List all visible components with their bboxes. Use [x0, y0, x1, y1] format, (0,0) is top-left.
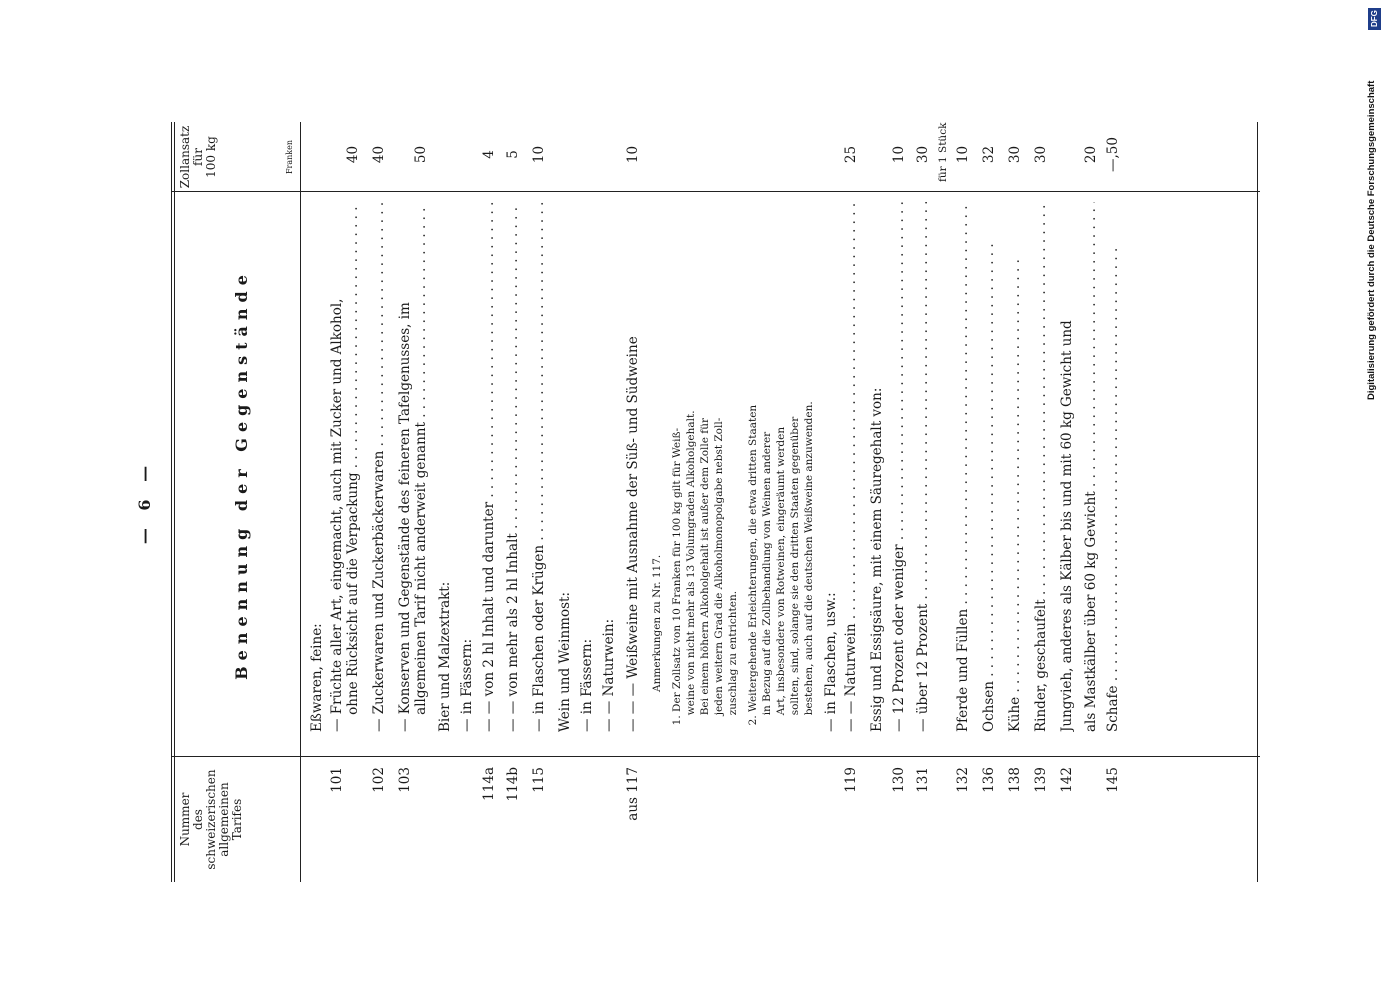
page-number: — 6 — — [135, 459, 154, 545]
duty-rate: für 1 Stück — [937, 122, 949, 182]
duty-rate: 40 — [345, 145, 361, 164]
item-description: Schafe . . . — [1105, 202, 1121, 732]
item-description: in Bezug auf die Zollbehandlung von Weinen anderer — [761, 431, 773, 732]
item-description: — Früchte aller Art, eingemacht, auch mit Zucker und Alkohol, — [329, 298, 345, 732]
header-duty-line: Zollansatz — [178, 125, 192, 189]
item-description: — — von 2 hl Inhalt und darunter . . . — [481, 202, 497, 732]
tariff-number: 136 — [981, 767, 997, 793]
duty-rate: 20 — [1083, 145, 1099, 164]
item-description: — Zuckerwaren und Zuckerbäckerwaren . . . — [371, 202, 387, 732]
item-description: Kühe . . . — [1007, 202, 1023, 732]
column-divider-2 — [171, 191, 1260, 192]
header-bottom-rule — [300, 122, 301, 882]
header-duty-line: 100 kg — [204, 136, 218, 178]
item-description: Wein und Weinmost: — [557, 592, 573, 732]
tariff-number: 131 — [915, 767, 931, 793]
item-description: Art, insbesondere von Rotweinen, eingeräumt werden — [775, 426, 787, 732]
tariff-number: 115 — [531, 767, 547, 793]
item-description: — über 12 Prozent . . . — [915, 202, 931, 732]
duty-rate: 10 — [955, 145, 971, 164]
tariff-number: 103 — [397, 767, 413, 793]
item-description: allgemeinen Tarif nicht anderweit genannt . . . — [413, 202, 429, 732]
item-description: weine von nicht mehr als 13 Volumgraden Alkoholgehalt. — [685, 410, 697, 732]
table-top-rule — [171, 122, 172, 882]
item-description: 2. Weitergehende Erleichterungen, die etwa dritten Staaten — [747, 404, 759, 732]
duty-rate: 5 — [505, 150, 521, 159]
header-number-line: schweizerischen — [204, 769, 218, 870]
item-description: zuschlag zu entrichten. — [727, 590, 739, 732]
tariff-table — [175, 122, 1260, 882]
duty-rate: 4 — [481, 150, 497, 159]
item-description: Eßwaren, feine: — [309, 623, 325, 732]
item-description: Rinder, geschaufelt . . . — [1033, 202, 1049, 732]
duty-rate: 25 — [843, 145, 859, 164]
duty-rate: 32 — [981, 145, 997, 164]
item-description: Essig und Essigsäure, mit einem Säuregehalt von: — [869, 387, 885, 732]
header-duty — [179, 122, 218, 192]
item-description: Anmerkungen zu Nr. 117. — [651, 554, 663, 732]
header-number-line: Tarifes — [230, 798, 244, 841]
item-description: — in Flaschen oder Krügen . . . — [531, 202, 547, 732]
header-duty-unit: Franken — [285, 139, 294, 175]
item-description: — — Naturwein . . . — [843, 202, 859, 732]
duty-rate: 30 — [1007, 145, 1023, 164]
header-description: Benennung der Gegenstände — [232, 269, 251, 680]
dfg-credit-strip — [1362, 8, 1382, 400]
item-description: sollten, sind, solange sie den dritten Staaten gegenüber — [789, 416, 801, 732]
duty-rate: 10 — [531, 145, 547, 164]
item-description: — — von mehr als 2 hl Inhalt . . . — [505, 202, 521, 732]
credit-text: Digitalisierung gefördert durch die Deutsche Forschungsgemeinschaft — [1366, 80, 1377, 400]
duty-rate: 30 — [1033, 145, 1049, 164]
header-duty-line: für — [191, 148, 205, 166]
tariff-number: 130 — [891, 767, 907, 793]
header-number — [179, 757, 244, 882]
duty-rate: 40 — [371, 145, 387, 164]
item-description: Pferde und Füllen . . . — [955, 202, 971, 732]
item-description: als Mastkälber über 60 kg Gewicht . . . — [1083, 202, 1099, 732]
duty-rate: 50 — [413, 145, 429, 164]
item-description: jeden weitern Grad die Alkoholmonopolgabe nebst Zoll- — [713, 417, 725, 732]
item-description: — — Naturwein: — [601, 618, 617, 732]
duty-rate: 10 — [891, 145, 907, 164]
header-number-line: des — [191, 809, 205, 830]
rotated-document-page — [135, 122, 1260, 882]
duty-rate: 30 — [915, 145, 931, 164]
tariff-number: 119 — [843, 767, 859, 793]
item-description: ohne Rücksicht auf die Verpackung . . . — [345, 202, 361, 732]
duty-rate: —,50 — [1105, 137, 1121, 172]
tariff-number: 101 — [329, 767, 345, 793]
item-description: Bei einem höhern Alkoholgehalt ist außer dem Zolle für — [699, 418, 711, 732]
item-description: — in Fässern: — [579, 638, 595, 732]
item-description: Bier und Malzextrakt: — [437, 581, 453, 732]
tariff-number: 145 — [1105, 767, 1121, 793]
tariff-number: 102 — [371, 767, 387, 793]
item-description: — Konserven und Gegenstände des feineren Tafelgenusses, im — [397, 302, 413, 732]
tariff-number: 139 — [1033, 767, 1049, 793]
table-top-rule-2 — [174, 122, 175, 882]
tariff-number: 132 — [955, 767, 971, 793]
tariff-number: 114a — [481, 767, 497, 801]
header-number-line: Nummer — [178, 792, 192, 847]
item-description: — in Fässern: — [459, 638, 475, 732]
item-description: — in Flaschen, usw.: — [823, 592, 839, 732]
duty-rate: 10 — [625, 145, 641, 164]
item-description: Ochsen . . . — [981, 202, 997, 732]
item-description: — — — Weißweine mit Ausnahme der Süß- und Südweine — [625, 336, 641, 732]
dfg-logo: DFG — [1368, 8, 1381, 30]
tariff-number: 114b — [505, 767, 521, 802]
item-description: — 12 Prozent oder weniger . . . — [891, 202, 907, 732]
tariff-number: 138 — [1007, 767, 1023, 793]
tariff-number: 142 — [1059, 767, 1075, 793]
table-bottom-rule — [1257, 122, 1258, 882]
tariff-number: aus 117 — [625, 767, 641, 821]
item-description: 1. Der Zollsatz von 10 Franken für 100 kg gilt für Weiß- — [671, 427, 683, 732]
header-number-line: allgemeinen — [217, 782, 231, 857]
item-description: Jungvieh, anderes als Kälber bis und mit 60 kg Gewicht und — [1059, 320, 1075, 732]
item-description: bestehen, auch auf die deutschen Weißweine anzuwenden. — [803, 401, 815, 732]
